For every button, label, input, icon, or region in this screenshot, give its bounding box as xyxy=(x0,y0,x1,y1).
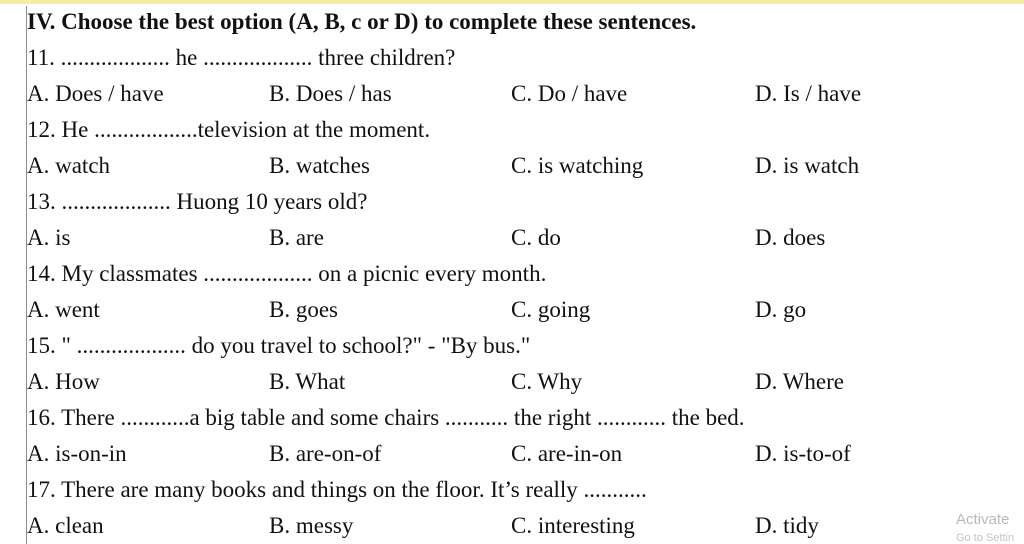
option-c: C. going xyxy=(511,297,591,322)
option-a: A. went xyxy=(27,297,100,322)
exercise-sheet xyxy=(27,4,997,544)
question-17 xyxy=(27,472,997,508)
option-a: A. is xyxy=(27,225,71,250)
activation-watermark-title: Activate xyxy=(956,511,1010,528)
question-text: 15. " ................... do you travel to school?" - "By bus." xyxy=(27,333,531,358)
option-b: B. What xyxy=(269,369,346,394)
option-d: D. go xyxy=(755,297,807,322)
question-15 xyxy=(27,328,997,364)
activation-watermark-subtitle: Go to Settin xyxy=(956,532,1015,544)
options-16 xyxy=(27,436,997,472)
option-d: D. is-to-of xyxy=(755,441,851,466)
option-a: A. is-on-in xyxy=(27,441,127,466)
option-a: A. clean xyxy=(27,513,104,538)
question-14 xyxy=(27,256,997,292)
option-a: A. watch xyxy=(27,153,111,178)
option-b: B. watches xyxy=(269,153,370,178)
options-12 xyxy=(27,148,997,184)
question-text: 16. There ............a big table and some chairs ........... the right ............ the bed. xyxy=(27,405,745,430)
question-text: 11. ................... he ................... three children? xyxy=(27,45,456,70)
option-b: B. are-on-of xyxy=(269,441,382,466)
option-d: D. tidy xyxy=(755,513,819,538)
option-b: B. messy xyxy=(269,513,354,538)
option-a: A. Does / have xyxy=(27,81,164,106)
exercise-heading: IV. Choose the best option (A, B, c or D) to complete these sentences. xyxy=(27,9,697,34)
question-text: 17. There are many books and things on the floor. It’s really ........... xyxy=(27,477,647,502)
option-b: B. Does / has xyxy=(269,81,392,106)
option-d: D. Where xyxy=(755,369,844,394)
options-15 xyxy=(27,364,997,400)
option-c: C. Why xyxy=(511,369,583,394)
question-12 xyxy=(27,112,997,148)
options-11 xyxy=(27,76,997,112)
question-text: 14. My classmates ................... on a picnic every month. xyxy=(27,261,547,286)
option-b: B. are xyxy=(269,225,324,250)
option-d: D. does xyxy=(755,225,826,250)
question-text: 12. He ..................television at the moment. xyxy=(27,117,431,142)
options-14 xyxy=(27,292,997,328)
option-c: C. interesting xyxy=(511,513,635,538)
question-16 xyxy=(27,400,997,436)
options-13 xyxy=(27,220,997,256)
option-d: D. is watch xyxy=(755,153,860,178)
question-13 xyxy=(27,184,997,220)
option-c: C. Do / have xyxy=(511,81,628,106)
question-11 xyxy=(27,40,997,76)
option-c: C. is watching xyxy=(511,153,644,178)
option-c: C. do xyxy=(511,225,561,250)
option-c: C. are-in-on xyxy=(511,441,623,466)
option-d: D. Is / have xyxy=(755,81,862,106)
option-a: A. How xyxy=(27,369,100,394)
question-text: 13. ................... Huong 10 years old? xyxy=(27,189,368,214)
options-17 xyxy=(27,508,997,544)
option-b: B. goes xyxy=(269,297,338,322)
